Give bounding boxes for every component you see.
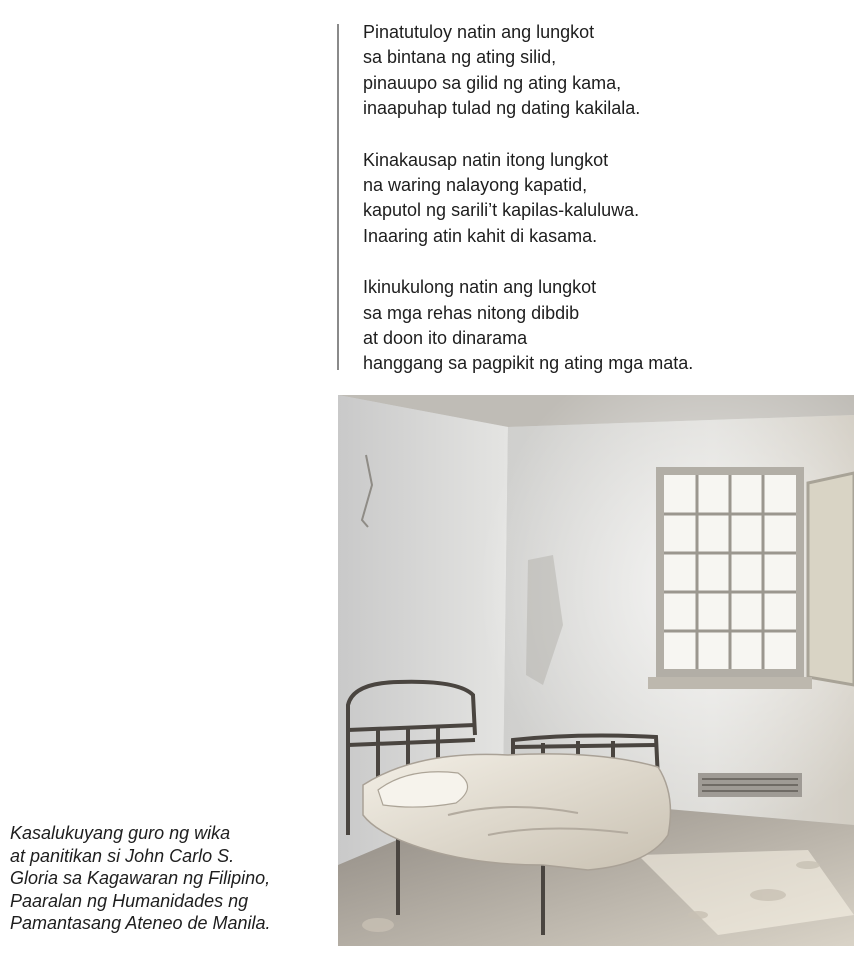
- window-sill: [648, 677, 812, 689]
- poem-line: Inaaring atin kahit di kasama.: [363, 225, 598, 246]
- bio-line: Pamantasang Ateneo de Manila.: [10, 913, 271, 934]
- vertical-rule: [337, 24, 339, 370]
- poem-stanza-3: [363, 275, 853, 377]
- poem-line: pinauupo sa gilid ng ating kama,: [363, 72, 622, 93]
- poem-stanza-1: [363, 20, 853, 122]
- poem-line: Pinatutuloy natin ang lungkot: [363, 22, 595, 42]
- bio-line: Kasalukuyang guro ng wika: [10, 823, 231, 843]
- poem-line: kaputol ng sarili’t kapilas-kaluluwa.: [363, 200, 640, 221]
- room-illustration: [338, 395, 854, 946]
- bio-line: Paaralan ng Humanidades ng: [10, 890, 249, 911]
- poem-line: sa bintana ng ating silid,: [363, 47, 557, 68]
- poem-line: at doon ito dinarama: [363, 328, 528, 349]
- poem-line: sa mga rehas nitong dibdib: [363, 302, 580, 323]
- bio-line: Gloria sa Kagawaran ng Filipino,: [10, 868, 271, 889]
- poem-line: na waring nalayong kapatid,: [363, 175, 588, 196]
- poem-line: inaapuhap tulad ng dating kakilala.: [363, 98, 641, 119]
- poem-line: Ikinukulong natin ang lungkot: [363, 277, 597, 298]
- poem-line: hanggang sa pagpikit ng ating mga mata.: [363, 353, 694, 374]
- bio-line: at panitikan si John Carlo S.: [10, 845, 235, 866]
- author-bio: [10, 822, 330, 935]
- poem: [363, 20, 853, 403]
- poem-stanza-2: [363, 148, 853, 250]
- poem-line: Kinakausap natin itong lungkot: [363, 149, 609, 170]
- open-shutter: [808, 473, 854, 685]
